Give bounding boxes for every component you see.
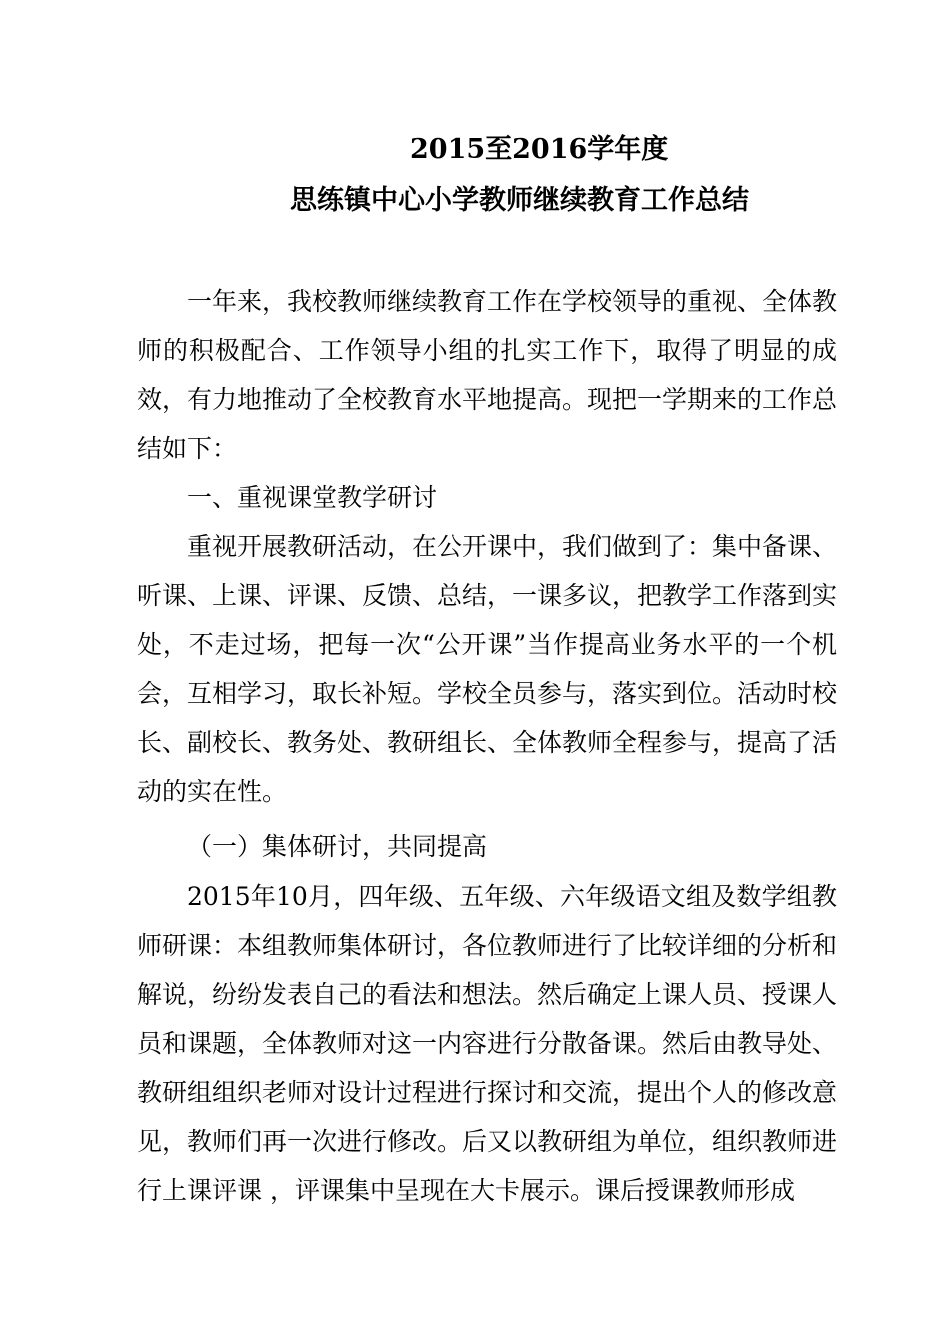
subsection-heading-block (137, 822, 837, 871)
section-heading-block (137, 473, 837, 522)
document-title: 思练镇中心小学教师继续教育工作总结 (290, 185, 749, 216)
paragraph-teaching-research-block (137, 522, 837, 816)
paragraph-collective-research: 2015年10月，四年级、五年级、六年级语文组及数学组教师研课：本组教师集体研讨，各位教师进行了比较详细的分析和解说，纷纷发表自己的看法和想法。然后确定上课人员、授课人员和课题，全体教师对这一内容进行分散备课。然后由教导处、教研组组织老师对设计过程进行探讨和交流，提出个人的修改意见，教师们再一次进行修改。后又以教研组为单位，组织教师进行上课评课 ，评课集中呈现在大卡展示。课后授课教师形成 (137, 882, 838, 1205)
paragraph-teaching-research: 重视开展教研活动，在公开课中，我们做到了：集中备课、听课、上课、评课、反馈、总结，一课多议，把教学工作落到实处，不走过场，把每一次“公开课”当作提高业务水平的一个机会，互相学习，取长补短。学校全员参与，落实到位。活动时校长、副校长、教务处、教研组长、全体教师全程参与，提高了活动的实在性。 (137, 532, 838, 806)
paragraph-intro: 一年来，我校教师继续教育工作在学校领导的重视、全体教师的积极配合、工作领导小组的扎实工作下，取得了明显的成效，有力地推动了全校教育水平地提高。现把一学期来的工作总结如下： (137, 287, 838, 463)
paragraph-collective-research-block (137, 872, 837, 1215)
paragraph-intro-block (137, 277, 837, 473)
section-heading-1: 一、重视课堂教学研讨 (187, 483, 438, 512)
document-title-year: 2015至2016学年度 (410, 134, 669, 165)
subsection-heading-1: （一）集体研讨，共同提高 (187, 832, 488, 861)
